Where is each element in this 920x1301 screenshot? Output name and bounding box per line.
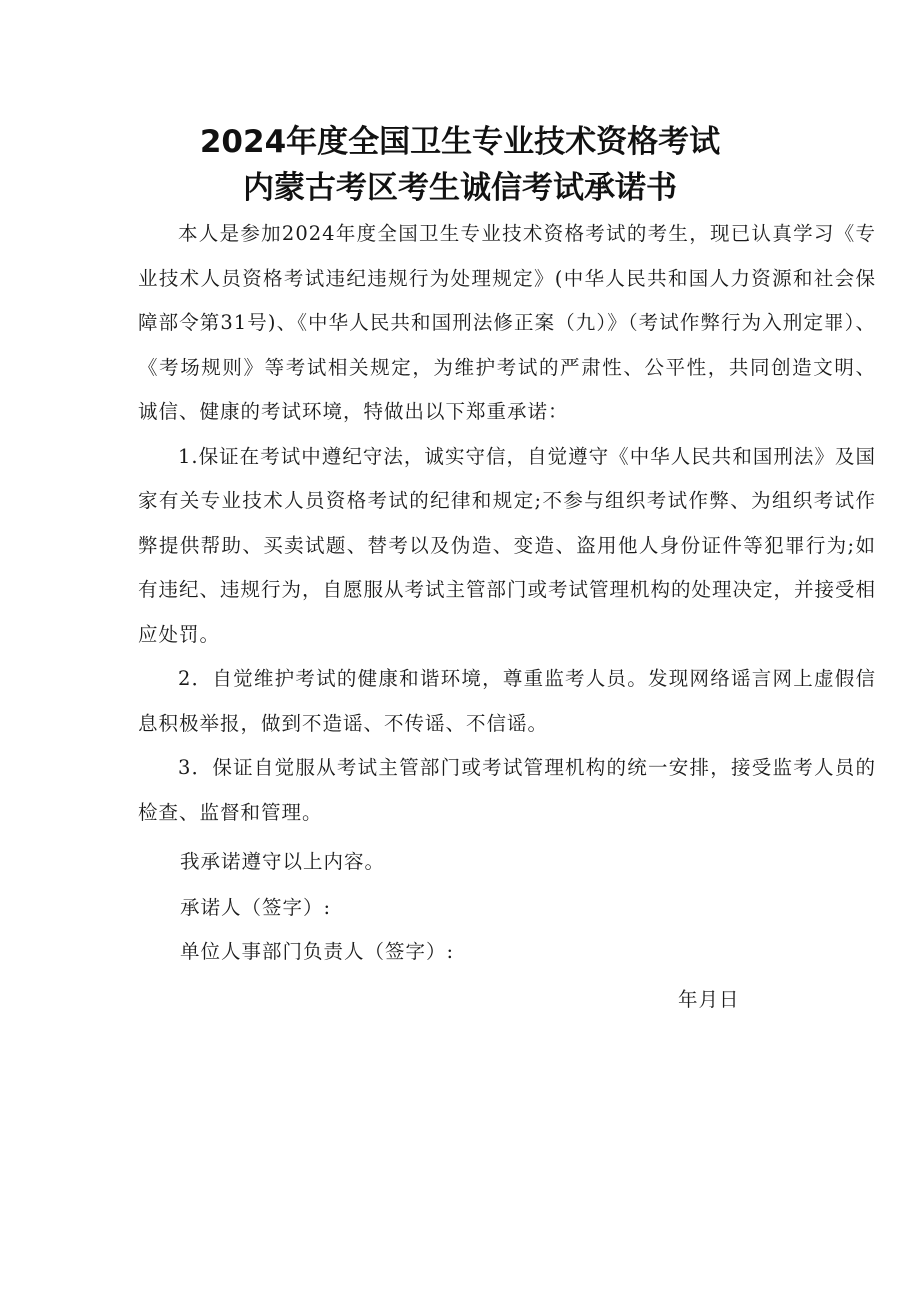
commitment-item-3: 3．保证自觉服从考试主管部门或考试管理机构的统一安排，接受监考人员的检查、监督和管理。 xyxy=(138,756,876,824)
signer-label: 承诺人（签字）: xyxy=(180,896,332,919)
commitment-item-2: 2．自觉维护考试的健康和谐环境，尊重监考人员。发现网络谣言网上虚假信息积极举报，做到不造谣、不传谣、不信谣。 xyxy=(138,667,876,735)
document-title-line2: 内蒙古考区考生诚信考试承诺书 xyxy=(243,170,677,206)
document-title-line1: 2024年度全国卫生专业技术资格考试 xyxy=(199,124,721,160)
date-label: 年月日 xyxy=(678,988,740,1011)
pledge-statement: 我承诺遵守以上内容。 xyxy=(180,850,386,873)
hr-signer-label: 单位人事部门负责人（签字）: xyxy=(180,940,455,963)
intro-paragraph: 本人是参加2024年度全国卫生专业技术资格考试的考生，现已认真学习《专业技术人员资格考试违纪违规行为处理规定》(中华人民共和国人力资源和社会保障部令第31号)、《中华人民共和国刑法修正案（九）》（考试作弊行为入刑定罪）、《考场规则》等考试相关规定，为维护考试的严肃性、公平性，共同创造文明、诚信、健康的考试环境，特做出以下郑重承诺： xyxy=(138,222,876,423)
document-body xyxy=(138,212,876,835)
commitment-item-1: 1.保证在考试中遵纪守法，诚实守信，自觉遵守《中华人民共和国刑法》及国家有关专业技术人员资格考试的纪律和规定;不参与组织考试作弊、为组织考试作弊提供帮助、买卖试题、替考以及伪造、变造、盗用他人身份证件等犯罪行为;如有违纪、违规行为，自愿服从考试主管部门或考试管理机构的处理决定，并接受相应处罚。 xyxy=(138,444,877,646)
